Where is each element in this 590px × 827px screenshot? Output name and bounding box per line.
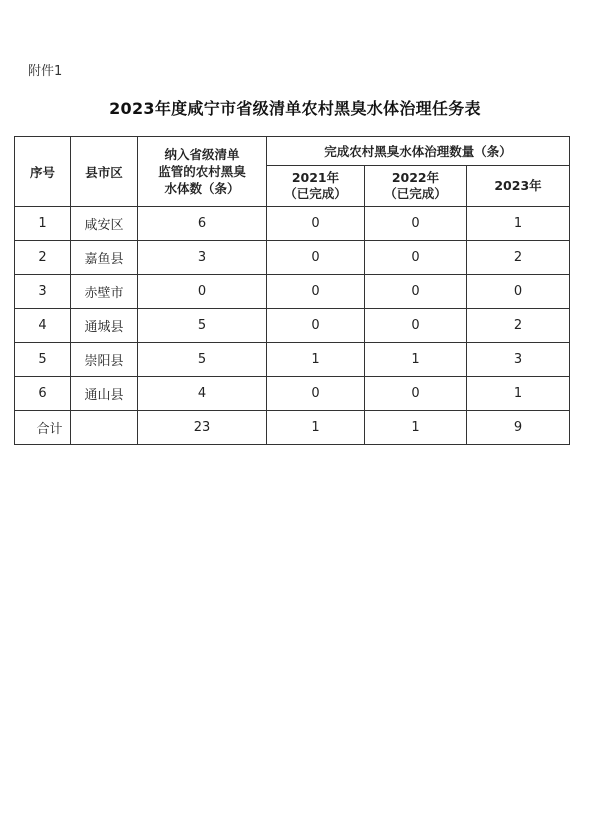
cell-listed: 3 (138, 241, 267, 275)
header-year-2022 (365, 166, 467, 207)
cell-total-2021: 1 (267, 411, 365, 445)
cell-county: 通城县 (71, 309, 138, 343)
table-row (15, 275, 570, 309)
header-listed (138, 137, 267, 207)
cell-listed: 5 (138, 309, 267, 343)
cell-listed: 0 (138, 275, 267, 309)
cell-2023: 1 (467, 207, 570, 241)
attachment-label: 附件1 (28, 64, 63, 79)
document-title: 2023年度咸宁市省级清单农村黑臭水体治理任务表 (109, 99, 481, 118)
cell-total-2022: 1 (365, 411, 467, 445)
table-row (15, 207, 570, 241)
cell-county: 通山县 (71, 377, 138, 411)
cell-seq: 1 (15, 207, 71, 241)
header-row (15, 137, 570, 166)
total-row (15, 411, 570, 445)
cell-county: 嘉鱼县 (71, 241, 138, 275)
cell-listed: 6 (138, 207, 267, 241)
cell-2022: 0 (365, 309, 467, 343)
cell-2021: 0 (267, 241, 365, 275)
header-year-status: （已完成） (384, 186, 447, 201)
cell-2022: 1 (365, 343, 467, 377)
header-year-status: （已完成） (284, 186, 347, 201)
cell-total-listed: 23 (138, 411, 267, 445)
cell-2021: 0 (267, 207, 365, 241)
cell-2021: 0 (267, 309, 365, 343)
cell-county: 赤壁市 (71, 275, 138, 309)
cell-2022: 0 (365, 241, 467, 275)
cell-county: 崇阳县 (71, 343, 138, 377)
table-row (15, 343, 570, 377)
cell-2023: 2 (467, 309, 570, 343)
cell-2021: 0 (267, 275, 365, 309)
cell-county: 咸安区 (71, 207, 138, 241)
cell-seq: 4 (15, 309, 71, 343)
cell-total-2023: 9 (467, 411, 570, 445)
task-table (14, 136, 570, 445)
header-completed-group: 完成农村黑臭水体治理数量（条） (267, 137, 570, 166)
header-listed-line: 纳入省级清单 (164, 147, 240, 162)
cell-2021: 1 (267, 343, 365, 377)
header-county: 县市区 (71, 137, 138, 207)
cell-seq: 6 (15, 377, 71, 411)
cell-2021: 0 (267, 377, 365, 411)
table-row (15, 309, 570, 343)
table-row (15, 241, 570, 275)
cell-listed: 5 (138, 343, 267, 377)
cell-2023: 1 (467, 377, 570, 411)
cell-2022: 0 (365, 207, 467, 241)
header-listed-line: 监管的农村黑臭 (158, 164, 246, 179)
header-listed-line: 水体数（条） (164, 181, 240, 196)
cell-total-label: 合计 (15, 411, 71, 445)
cell-listed: 4 (138, 377, 267, 411)
table-row (15, 377, 570, 411)
cell-2022: 0 (365, 275, 467, 309)
header-year-2021 (267, 166, 365, 207)
header-year: 2022年 (391, 170, 440, 185)
header-year-2023 (467, 166, 570, 207)
cell-seq: 2 (15, 241, 71, 275)
cell-2023: 2 (467, 241, 570, 275)
cell-2022: 0 (365, 377, 467, 411)
cell-2023: 0 (467, 275, 570, 309)
header-seq: 序号 (15, 137, 71, 207)
cell-seq: 3 (15, 275, 71, 309)
cell-seq: 5 (15, 343, 71, 377)
header-year: 2021年 (291, 170, 340, 185)
cell-total-county (71, 411, 138, 445)
header-year: 2023年 (494, 178, 542, 193)
cell-2023: 3 (467, 343, 570, 377)
